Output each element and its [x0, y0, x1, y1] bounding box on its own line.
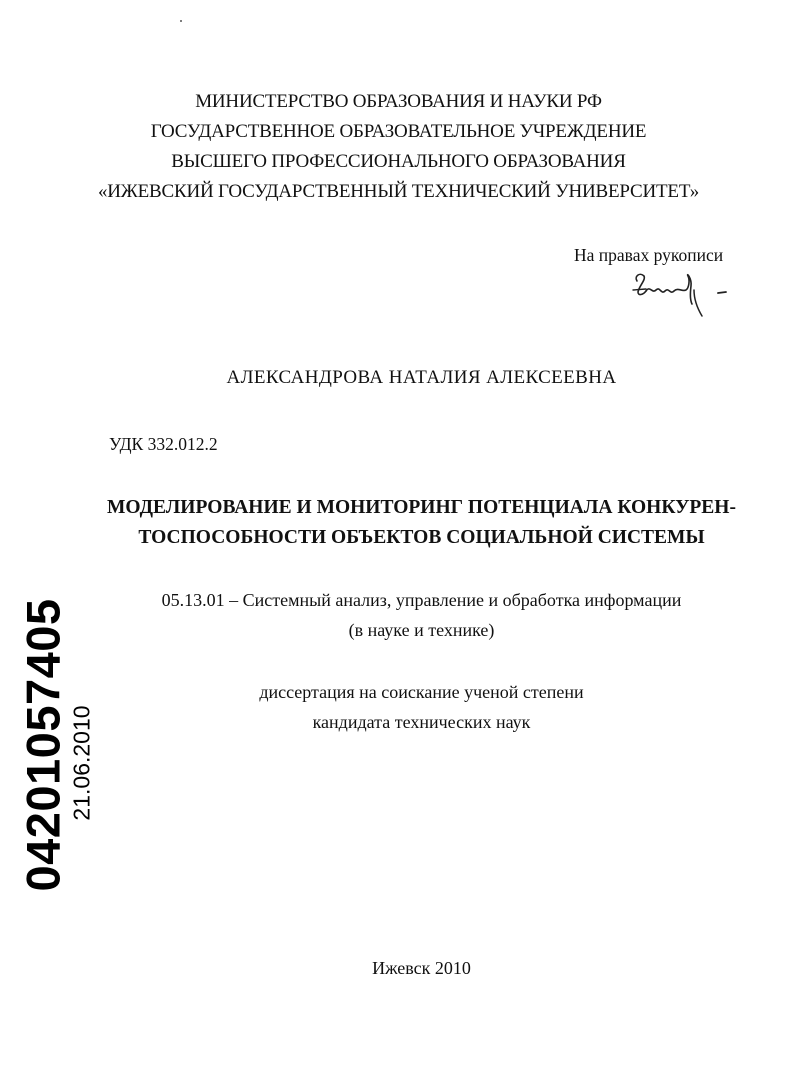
manuscript-rights-note: На правах рукописи — [574, 245, 724, 265]
title-line-1: МОДЕЛИРОВАНИЕ И МОНИТОРИНГ ПОТЕНЦИАЛА КОНКУРЕН- — [107, 497, 736, 518]
specialty-line-2: (в науке и технике) — [348, 620, 495, 640]
specialty-line-1: 05.13.01 – Системный анализ, управление и обработка информации — [161, 590, 682, 610]
author-name: АЛЕКСАНДРОВА НАТАЛИЯ АЛЕКСЕЕВНА — [226, 367, 617, 388]
title-line-2: ТОСПОСОБНОСТИ ОБЪЕКТОВ СОЦИАЛЬНОЙ СИСТЕМЫ — [138, 527, 705, 548]
specialty — [0, 585, 797, 645]
handwritten-signature-icon — [630, 268, 730, 323]
library-stamp-date: 21.06.2010 — [68, 705, 95, 821]
degree-line-1: диссертация на соискание ученой степени — [259, 682, 584, 702]
degree-statement — [0, 677, 797, 737]
scan-speck — [180, 20, 182, 22]
degree-line-2: кандидата технических наук — [312, 712, 531, 732]
header-line-institution: ГОСУДАРСТВЕННОЕ ОБРАЗОВАТЕЛЬНОЕ УЧРЕЖДЕНИЕ — [150, 121, 647, 142]
dissertation-title — [0, 493, 797, 553]
ministry-header — [0, 87, 797, 207]
header-line-ministry: МИНИСТЕРСТВО ОБРАЗОВАНИЯ И НАУКИ РФ — [195, 91, 602, 112]
city-year: Ижевск 2010 — [372, 958, 471, 978]
header-line-education: ВЫСШЕГО ПРОФЕССИОНАЛЬНОГО ОБРАЗОВАНИЯ — [171, 151, 626, 172]
library-stamp-number: 04201057405 — [16, 598, 70, 892]
header-line-university: «ИЖЕВСКИЙ ГОСУДАРСТВЕННЫЙ ТЕХНИЧЕСКИЙ УНИВЕРСИТЕТ» — [97, 181, 700, 202]
udk-code: УДК 332.012.2 — [109, 434, 218, 454]
